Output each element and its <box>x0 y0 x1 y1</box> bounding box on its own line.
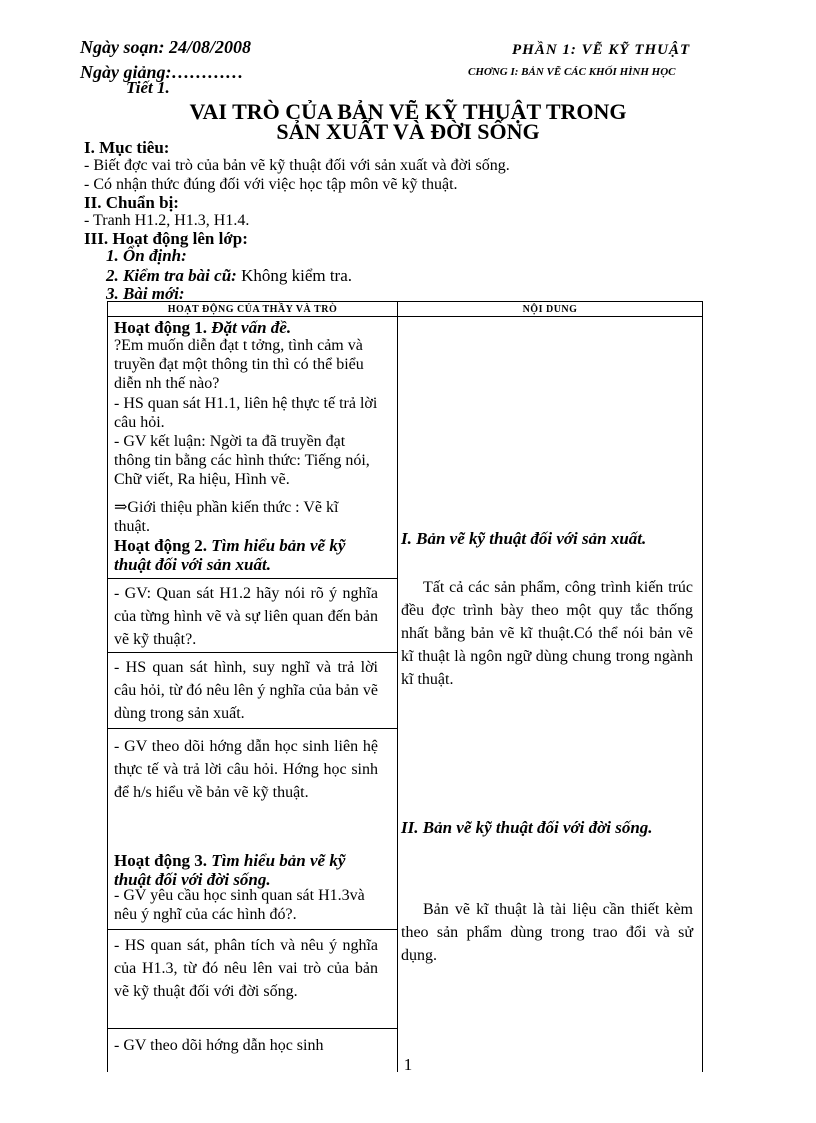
activity-1-intro <box>114 498 378 536</box>
activity-2-label: Hoạt động 2. <box>114 536 212 555</box>
lesson-number: Tiết 1. <box>126 78 170 97</box>
step-review-label: 2. Kiểm tra bài cũ: <box>106 266 237 285</box>
step-review <box>106 266 352 286</box>
activity-1-intro-text: Giới thiệu phần kiến thức : Vẽ kĩ thuật. <box>114 499 339 535</box>
activity-1-label: Hoạt động 1. <box>114 318 212 337</box>
step-review-value: Không kiểm tra. <box>236 266 353 285</box>
step-stabilize: 1. Ổn định: <box>106 246 187 265</box>
row-separator <box>108 1028 397 1029</box>
column-header-content: NỘI DUNG <box>522 304 578 315</box>
content-2-title: II. Bản vẽ kỹ thuật đối với đời sống. <box>401 818 653 837</box>
row-separator <box>108 929 397 930</box>
row-separator <box>108 652 397 653</box>
activity-2-teacher-guide: - GV theo dõi hớng dẫn học sinh liên hệ thực tế và trả lời câu hỏi. Hớng học sinh để h/s hiểu về bản vẽ kỹ thuật. <box>114 738 378 801</box>
step-new-lesson: 3. Bài mới: <box>106 284 185 303</box>
objective-item: - Biết đợc vai trò của bản vẽ kỹ thuật đối với sản xuất và đời sống. <box>84 157 510 174</box>
activity-1-teacher: - GV kết luận: Ngời ta đã truyền đạt thông tin bằng các hình thức: Tiếng nói, Chữ viết, Ra hiệu, Hình vẽ. <box>114 433 370 488</box>
activity-2-student: - HS quan sát hình, suy nghĩ và trả lời câu hỏi, từ đó nêu lên ý nghĩa của bản vẽ dùng trong sản xuất. <box>114 659 378 722</box>
activity-3-heading <box>114 851 378 889</box>
activity-2-title: Tìm hiểu bản vẽ kỹ thuật đối với sản xuất. <box>114 536 346 574</box>
activity-1-student: - HS quan sát H1.1, liên hệ thực tế trả lời câu hỏi. <box>114 395 378 431</box>
teach-date: Ngày giảng:………… <box>80 62 244 82</box>
table-header-divider <box>108 316 702 317</box>
row-separator <box>108 578 397 579</box>
lesson-table <box>107 301 703 1072</box>
activity-2-teacher: - GV: Quan sát H1.2 hãy nói rõ ý nghĩa của từng hình vẽ và sự liên quan đến bản vẽ kỹ thuật?. <box>114 585 378 648</box>
activity-3-student: - HS quan sát, phân tích và nêu ý nghĩa của H1.3, từ đó nêu lên vai trò của bản vẽ kỹ thuật đối với đời sống. <box>114 937 378 1000</box>
lesson-title-line2: SẢN XUẤT VÀ ĐỜI SỐNG <box>276 119 540 144</box>
objectives-heading: I. Mục tiêu: <box>84 138 170 157</box>
activity-3-teacher-guide: - GV theo dõi hớng dẫn học sinh <box>114 1037 324 1054</box>
activity-3-teacher: - GV yêu cầu học sinh quan sát H1.3và nêu ý nghĩ của các hình đó?. <box>114 887 365 923</box>
part-title: PHẦN 1: VẼ KỸ THUẬT <box>512 42 691 58</box>
activity-1-question: ?Em muốn diễn đạt t tởng, tình cảm và truyền đạt một thông tin thì có thể biểu diễn nh thế nào? <box>114 337 364 392</box>
column-header-activities: HOẠT ĐỘNG CỦA THẦY VÀ TRÒ <box>167 304 338 315</box>
arrow-icon: ⇒ <box>114 499 128 516</box>
preparation-item: - Tranh H1.2, H1.3, H1.4. <box>84 212 250 229</box>
prep-date: Ngày soạn: 24/08/2008 <box>80 37 251 57</box>
page-number: 1 <box>403 1055 413 1074</box>
chapter-title: CHƠNG I: BẢN VẼ CÁC KHỐI HÌNH HỌC <box>468 66 676 78</box>
activity-1-heading <box>114 318 378 338</box>
activity-3-label: Hoạt động 3. <box>114 851 212 870</box>
activity-2-heading <box>114 536 378 574</box>
table-column-divider <box>397 302 398 1072</box>
lesson-title-line1: VAI TRÒ CỦA BẢN VẼ KỸ THUẬT TRONG <box>189 99 627 124</box>
preparation-heading: II. Chuẩn bị: <box>84 193 179 212</box>
content-1-title: I. Bản vẽ kỹ thuật đối với sản xuất. <box>401 529 647 548</box>
activities-heading: III. Hoạt động lên lớp: <box>84 229 248 248</box>
activity-3-title: Tìm hiểu bản vẽ kỹ thuật đối với đời sống. <box>114 851 346 889</box>
content-1-body: Tất cả các sản phẩm, công trình kiến trúc đều đợc trình bày theo một quy tắc thống nhất bằng bản vẽ kĩ thuật.Có thể nói bản vẽ kĩ thuật là ngôn ngữ dùng chung trong ngành kĩ thuật. <box>401 579 693 688</box>
content-2-body: Bản vẽ kĩ thuật là tài liệu cần thiết kèm theo sản phẩm dùng trong trao đổi và sử dụng. <box>401 901 693 964</box>
row-separator <box>108 728 397 729</box>
activity-1-title: Đặt vấn đề. <box>211 318 292 337</box>
objective-item: - Có nhận thức đúng đối với việc học tập môn vẽ kỹ thuật. <box>84 176 458 193</box>
